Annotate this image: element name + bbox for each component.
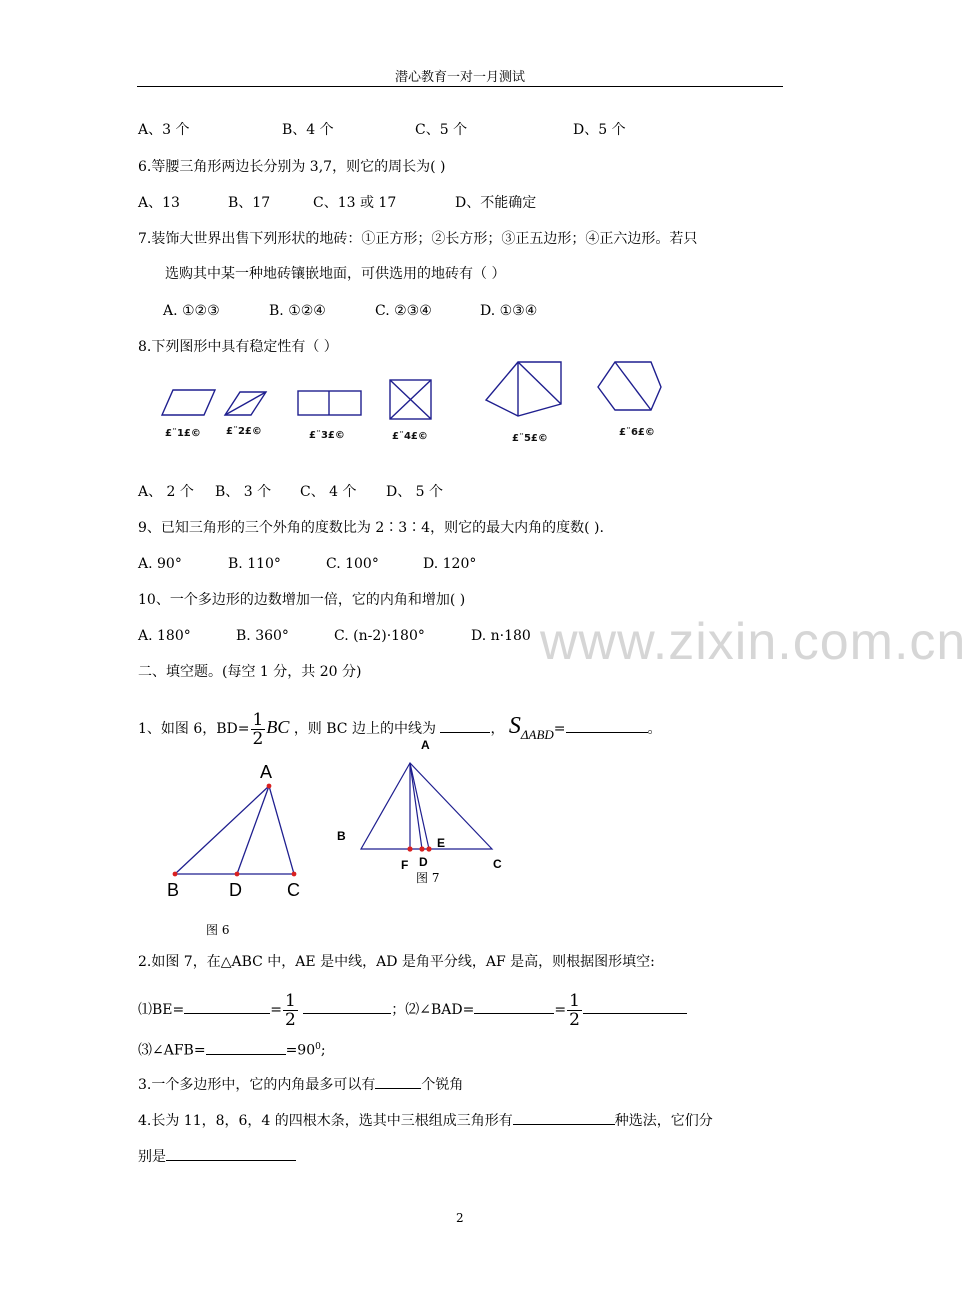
fill2-eq1: = [270,1002,282,1018]
q9-option-b: B. 110° [228,556,281,572]
fig7-caption: 图 7 [416,871,440,885]
q6-option-c: C、13 或 17 [313,195,397,211]
fill1-sub: ΔABD [520,727,554,742]
fig7-label-b: B [337,829,346,843]
fill2-p1: ⑴BE= [138,1002,185,1018]
fill4-line1 [138,1110,713,1130]
q10-option-c: C. (n-2)·180° [334,628,425,644]
fraction-numerator: 1 [252,709,264,730]
q9-option-a: A. 90° [138,556,182,572]
fill2-eq2: = [554,1002,567,1018]
q8-option-c: C、 4 个 [300,484,357,500]
fig7-label-c: C [493,857,502,871]
q9-option-d: D. 120° [423,556,477,572]
fig7-label-e: E [437,836,446,850]
fill2-stem: 2.如图 7，在△ABC 中，AE 是中线，AD 是角平分线，AF 是高，则根据图形填空: [138,954,655,970]
q8-option-a: A、 2 个 [138,484,194,500]
fig6-caption: 图 6 [206,923,230,937]
q7-option-a: A. ①②③ [163,303,220,319]
fill2-blank-1[interactable] [184,999,270,1014]
fill2-p3-sup: 0 [315,1042,321,1052]
fill1-s: S [508,713,521,739]
fill4-blank-1[interactable] [513,1110,615,1125]
fig6-label-b: B [167,880,180,900]
q5-option-d: D、5 个 [573,122,626,138]
fraction-numerator: 1 [284,990,296,1011]
q5-option-a: A、3 个 [138,122,190,138]
q8-option-d: D、 5 个 [386,484,444,500]
fill2-p2: ；⑵∠BAD= [391,1002,475,1018]
fig6-label-d: D [229,880,242,900]
fraction-numerator: 1 [569,990,580,1011]
q7-stem-line2: 选购其中某一种地砖镶嵌地面，可供选用的地砖有（ ） [165,266,506,282]
fraction-denominator: 2 [252,728,264,749]
q8-stem: 8.下列图形中具有稳定性有（ ） [138,339,338,355]
q10-stem: 10、一个多边形的边数增加一倍，它的内角和增加( ) [138,592,466,608]
fraction-denominator: 2 [284,1009,296,1030]
fig-label-6: £¨6£© [619,427,655,438]
fill2-p3-end: =90 [285,1042,316,1059]
fill2-blank-2[interactable] [303,999,391,1014]
fig7-label-f: F [401,858,409,872]
fill2-p3: ⑶∠AFB= [138,1042,206,1059]
q6-option-b: B、17 [228,195,271,211]
q10-option-b: B. 360° [236,628,289,644]
fill4-line2 [138,1146,296,1166]
q9-option-c: C. 100° [326,556,379,572]
fill2-line3 [138,1038,326,1060]
fill1-bc: BC [266,717,290,737]
fill3-text2: 个锐角 [421,1077,464,1093]
page-number: 2 [456,1211,464,1225]
q10-option-a: A. 180° [138,628,191,644]
q6-stem: 6.等腰三角形两边长分别为 3,7，则它的周长为( ) [138,159,446,175]
fill3-text1: 3.一个多边形中，它的内角最多可以有 [138,1077,376,1093]
q6-option-a: A、13 [138,195,180,211]
q10-option-d: D. n·180 [471,628,531,644]
q7-stem-line1: 7.装饰大世界出售下列形状的地砖：①正方形；②长方形；③正五边形；④正六边形。若只 [138,231,698,247]
fig-label-3: £¨3£© [309,430,345,441]
q7-option-c: C. ②③④ [375,303,432,319]
fill2-blank-5[interactable] [206,1040,286,1055]
q8-option-b: B、 3 个 [215,484,272,500]
q5-option-b: B、4 个 [282,122,334,138]
fill2-fraction-2 [567,992,582,1029]
q6-option-d: D、不能确定 [455,195,537,211]
fig-label-5: £¨5£© [512,433,548,444]
fig6-label-c: C [287,880,300,900]
fill2-p3-tail: ; [320,1042,326,1059]
fig7-label-a: A [421,738,430,752]
fill3-blank[interactable] [375,1074,421,1089]
watermark: www.zixin.com.cn [540,613,966,671]
fill2-blank-4[interactable] [583,999,687,1014]
q7-option-b: B. ①②④ [269,303,326,319]
fill1-sep: ， [490,721,505,737]
fill4-blank-2[interactable] [166,1146,296,1161]
section2-title: 二、填空题。(每空 1 分，共 20 分) [138,664,362,680]
q5-option-c: C、5 个 [415,122,468,138]
fig-label-4: £¨4£© [392,431,428,442]
fill3-line [138,1074,463,1094]
fig7-label-d: D [419,855,428,869]
fill4-text1: 4.长为 11，8，6，4 的四根木条，选其中三根组成三角形有 [138,1113,513,1129]
q9-stem: 9、已知三角形的三个外角的度数比为 2∶3∶4，则它的最大内角的度数( ). [138,520,604,536]
fig-label-1: £¨1£© [165,428,201,439]
fill2-blank-3[interactable] [474,999,554,1014]
fig-label-2: £¨2£© [226,426,262,437]
fill4-text3: 别是 [138,1149,166,1165]
fill2-line1 [138,988,687,1032]
fill1-prefix: 1、如图 6，BD= [138,721,250,737]
fill1-mid: ，则 BC 边上的中线为 [293,721,436,737]
page-header-title: 潜心教育一对一月测试 [395,70,526,85]
q7-option-d: D. ①③④ [480,303,538,319]
fill2-fraction-1 [283,992,298,1029]
fill1-eq: = [553,721,566,737]
fig6-label-a: A [260,762,273,782]
fraction-denominator: 2 [569,1009,580,1030]
fill1-end: 。 [647,721,662,737]
fill4-text2: 种选法，它们分 [614,1113,713,1129]
